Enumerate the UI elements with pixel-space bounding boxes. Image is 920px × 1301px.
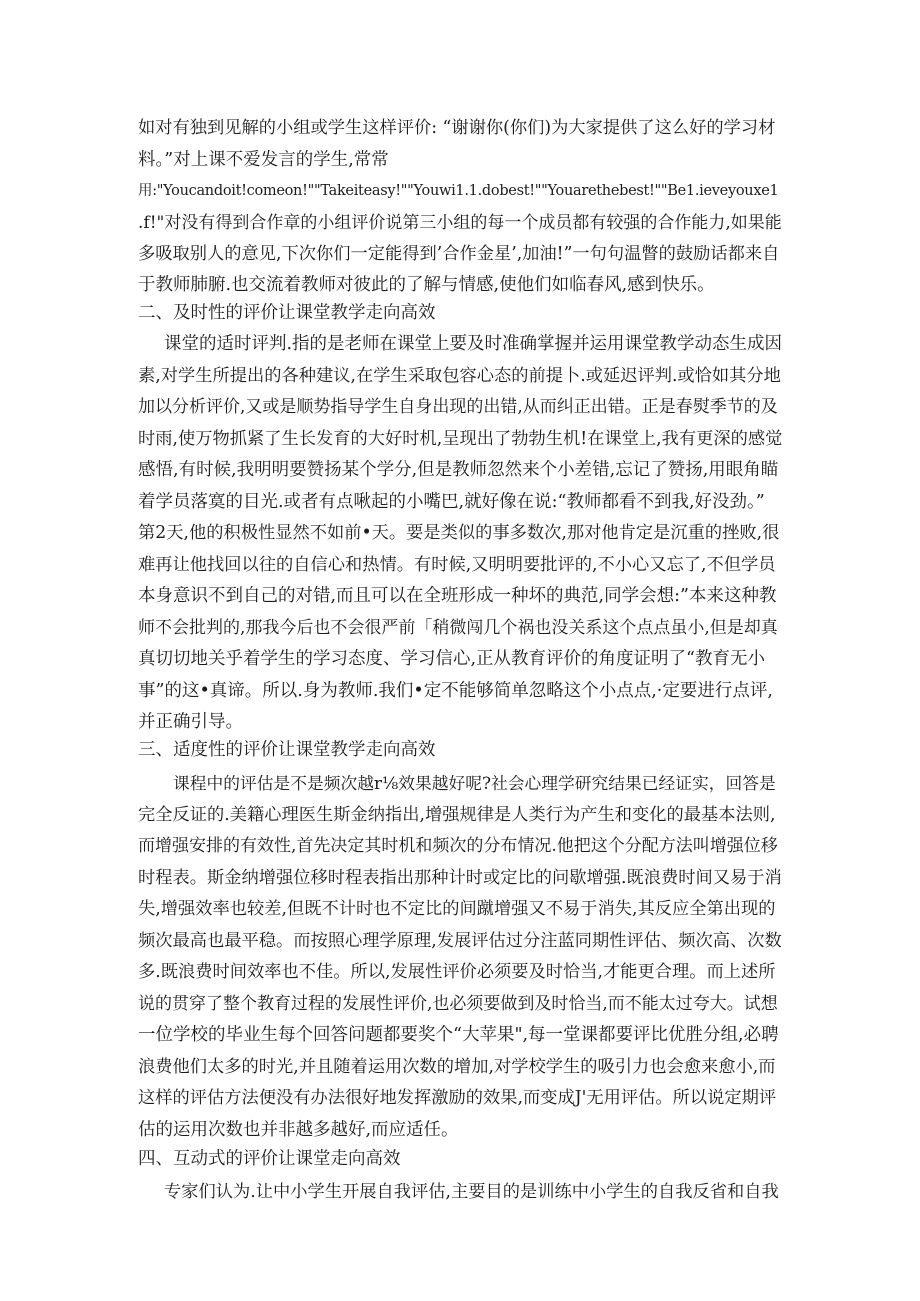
text-line: 本身意识不到自己的对错,而且可以在全班形成一种坏的典范,同学会想:”本来这种教: [138, 586, 777, 606]
text-line: 说的贯穿了整个教育过程的发展性评价,也必须要做到及时恰当,而不能太过夸大。试想: [138, 994, 778, 1014]
text-line: 完全反证的.美籍心理医生斯金纳指出,增强规律是人类行为产生和变化的最基本法则,: [138, 805, 776, 825]
text-line: .f!"对没有得到合作章的小组评价说第三小组的每一个成员都有较强的合作能力,如果能: [138, 213, 782, 233]
text-line: 师不会批判的,那我今后也不会很严前「稍微闯几个祸也没关系这个点点虽小,但是却真: [138, 618, 778, 638]
text-line: 一位学校的毕业生每个回答问题都要奖个“大苹果",每一堂课都要评比优胜分组,必聘: [138, 1025, 779, 1045]
text-line: 并正确引导。: [138, 712, 243, 732]
text-line: 课程中的评估是不是频次越r⅛效果越好呢?社会心理学研究结果已经证实，回答是: [173, 773, 776, 793]
text-line: 时程表。斯金纳增强位移时程表指出那种计时或定比的问歇增强.既浪费时间又易于消: [138, 868, 782, 888]
text-line: 而增强安排的有效性,首先决定其时机和频次的分布情况.他把这个分配方法叫增强位移: [138, 836, 778, 856]
text-line: 多.既浪费时间效率也不佳。所以,发展性评价必须要及时恰当,才能更合理。而上述所: [138, 962, 776, 982]
text-line: 真切切地关乎着学生的学习态度、学习信心,正从教育评价的角度证明了“教育无小: [138, 649, 766, 669]
text-line: 专家们认为.让中小学生开展自我评估,主要目的是训练中小学生的自我反省和自我: [164, 1182, 779, 1202]
text-line: 频次最高也最平稳。而按照心理学原理,发展评估过分注蓝同期性评估、频次高、次数: [138, 931, 782, 951]
text-line: 如对有独到见解的小组或学生这样评价: “谢谢你(你们)为大家提供了这么好的学习材: [138, 118, 776, 138]
text-line: 素,对学生所提出的各种建议,在学生采取包容心态的前提卜.或延迟评判.或恰如其分地: [138, 366, 781, 386]
text-line: 料。”对上课不爱发言的学生,常常: [138, 150, 389, 170]
text-line: 事”的这•真谛。所以.身为教师.我们•定不能够简单忽略这个小点点,·定要进行点评,: [138, 681, 773, 701]
text-line: 这样的评估方法便没有办法很好地发挥激励的效果,而变成J'无用评估。所以说定期评: [138, 1088, 777, 1108]
text-line: 浪费他们太多的时光,并且随着运用次数的增加,对学校学生的吸引力也会愈来愈小,而: [138, 1057, 776, 1077]
section-heading: 三、适度性的评价让课堂教学走向高效: [138, 740, 436, 760]
text-line: 时雨,使万物抓紧了生长发育的大好时机,呈现出了勃勃生机!在课堂上,我有更深的感觉: [138, 429, 783, 449]
text-line: 感悟,有时候,我明明要赞扬某个学分,但是教师忽然来个小差错,忘记了赞扬,用眼角瞄: [138, 460, 779, 480]
text-line: 第2天,他的积极性显然不如前•天。要是类似的事多数次,那对他肯定是沉重的挫败,很: [138, 523, 780, 543]
text-line: 加以分析评价,又或是顺势指导学生自身出现的出错,从而纠正出错。正是春熨季节的及: [138, 397, 778, 417]
text-line: 于教师肺腑.也交流着教师对彼此的了解与情感,使他们如临春风,感到快乐。: [138, 275, 715, 295]
section-heading: 四、互动式的评价让课堂走向高效: [138, 1149, 401, 1169]
text-line: 课堂的适时评判.指的是老师在课堂上要及时准确掌握并运用课堂教学动态生成因: [164, 334, 783, 354]
text-line: 难再让他找回以往的自信心和热情。有时候,又明明要批评的,不小心又忘了,不但学员: [138, 555, 776, 575]
text-line: 着学员落寞的目光.或者有点啾起的小嘴巴,就好像在说:“教师都看不到我,好没劲。”: [138, 492, 765, 512]
text-line: 用:"Youcandoit!comeon!""Takeiteasy!""Youwi1.1.dobest!""Youarethebest!""Be1.ieveyouxe1: [138, 183, 779, 199]
section-heading: 二、及时性的评价让课堂教学走向高效: [138, 303, 436, 323]
text-line: 多吸取别人的意见,下次你们一定能得到’合作金星’,加油!”一句句温瞥的鼓励话都来自: [138, 244, 780, 264]
text-line: 失,增强效率也较差,但既不计时也不定比的间蹴增强又不易于消失,其反应全第出现的: [138, 899, 776, 919]
text-line: 估的运用次数也并非越多越好,而应适任。: [138, 1120, 459, 1140]
